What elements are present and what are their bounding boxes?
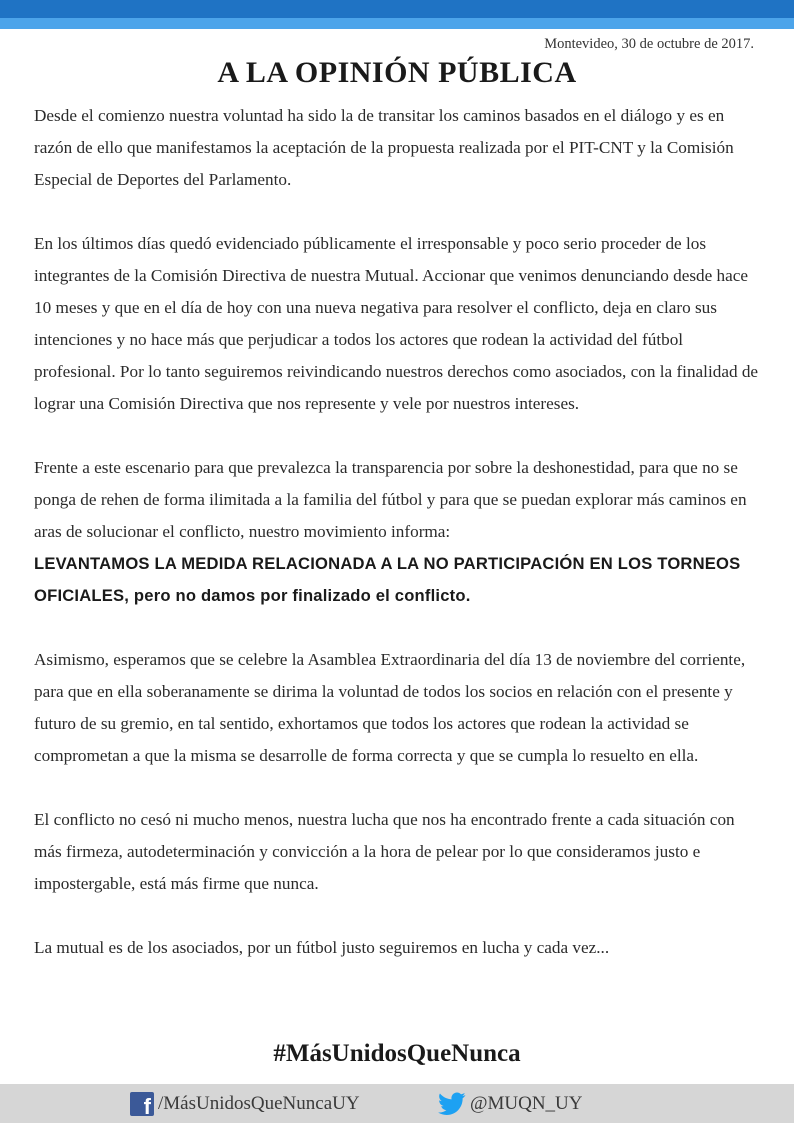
document-date: Montevideo, 30 de octubre de 2017.	[544, 36, 754, 52]
paragraph-1: Desde el comienzo nuestra voluntad ha sido la de transitar los caminos basados en el diálogo y es en razón de ello que manifestamos la aceptación de la propuesta realizada por el PIT-CNT y la Comisión Especial de Deportes del Parlamento.	[34, 106, 734, 189]
facebook-icon-letter: f	[143, 1094, 151, 1119]
announcement-emphasis: LEVANTAMOS LA MEDIDA RELACIONADA A LA NO PARTICIPACIÓN EN LOS TORNEOS OFICIALES, pero no damos por finalizado el conflicto.	[34, 554, 741, 605]
header-bar-light	[0, 18, 794, 29]
header-bar-dark	[0, 0, 794, 18]
twitter-handle: @MUQN_UY	[470, 1093, 583, 1114]
paragraph-3	[34, 452, 762, 612]
paragraph-6: La mutual es de los asociados, por un fútbol justo seguiremos en lucha y cada vez...	[34, 938, 610, 957]
facebook-link[interactable]	[130, 1092, 360, 1119]
document-title: A LA OPINIÓN PÚBLICA	[217, 56, 577, 89]
paragraph-4: Asimismo, esperamos que se celebre la Asamblea Extraordinaria del día 13 de noviembre del corriente, para que en ella soberanamente se dirima la voluntad de todos los socios en relación con el presente y futuro de su gremio, en tal sentido, exhortamos que todos los actores que rodean la actividad se comprometan a que la misma se desarrolle de forma correcta y que se cumpla lo resuelto en ella.	[34, 650, 746, 765]
paragraph-5: El conflicto no cesó ni mucho menos, nuestra lucha que nos ha encontrado frente a cada situación con más firmeza, autodeterminación y convicción a la hora de pelear por lo que consideramos justo e impostergable, está más firme que nunca.	[34, 810, 735, 893]
twitter-link[interactable]	[438, 1092, 583, 1116]
paragraph-3-text: Frente a este escenario para que prevalezca la transparencia por sobre la deshonestidad, para que no se ponga de rehen de forma ilimitada a la familia del fútbol y para que se puedan explorar más caminos en aras de solucionar el conflicto, nuestro movimiento informa:	[34, 458, 747, 541]
twitter-bird-icon	[438, 1092, 466, 1116]
footer-bar	[0, 1084, 794, 1123]
document-body	[34, 100, 762, 996]
facebook-icon	[130, 1092, 154, 1119]
facebook-handle: /MásUnidosQueNuncaUY	[158, 1093, 360, 1114]
hashtag: #MásUnidosQueNunca	[273, 1040, 521, 1067]
paragraph-2: En los últimos días quedó evidenciado públicamente el irresponsable y poco serio proceder de los integrantes de la Comisión Directiva de nuestra Mutual. Accionar que venimos denunciando desde hace 10 meses y que en el día de hoy con una nueva negativa para resolver el conflicto, deja en claro sus intenciones y no hace más que perjudicar a todos los actores que rodean la actividad del fútbol profesional. Por lo tanto seguiremos reivindicando nuestros derechos como asociados, con la finalidad de lograr una Comisión Directiva que nos represente y vele por nuestros intereses.	[34, 234, 759, 413]
